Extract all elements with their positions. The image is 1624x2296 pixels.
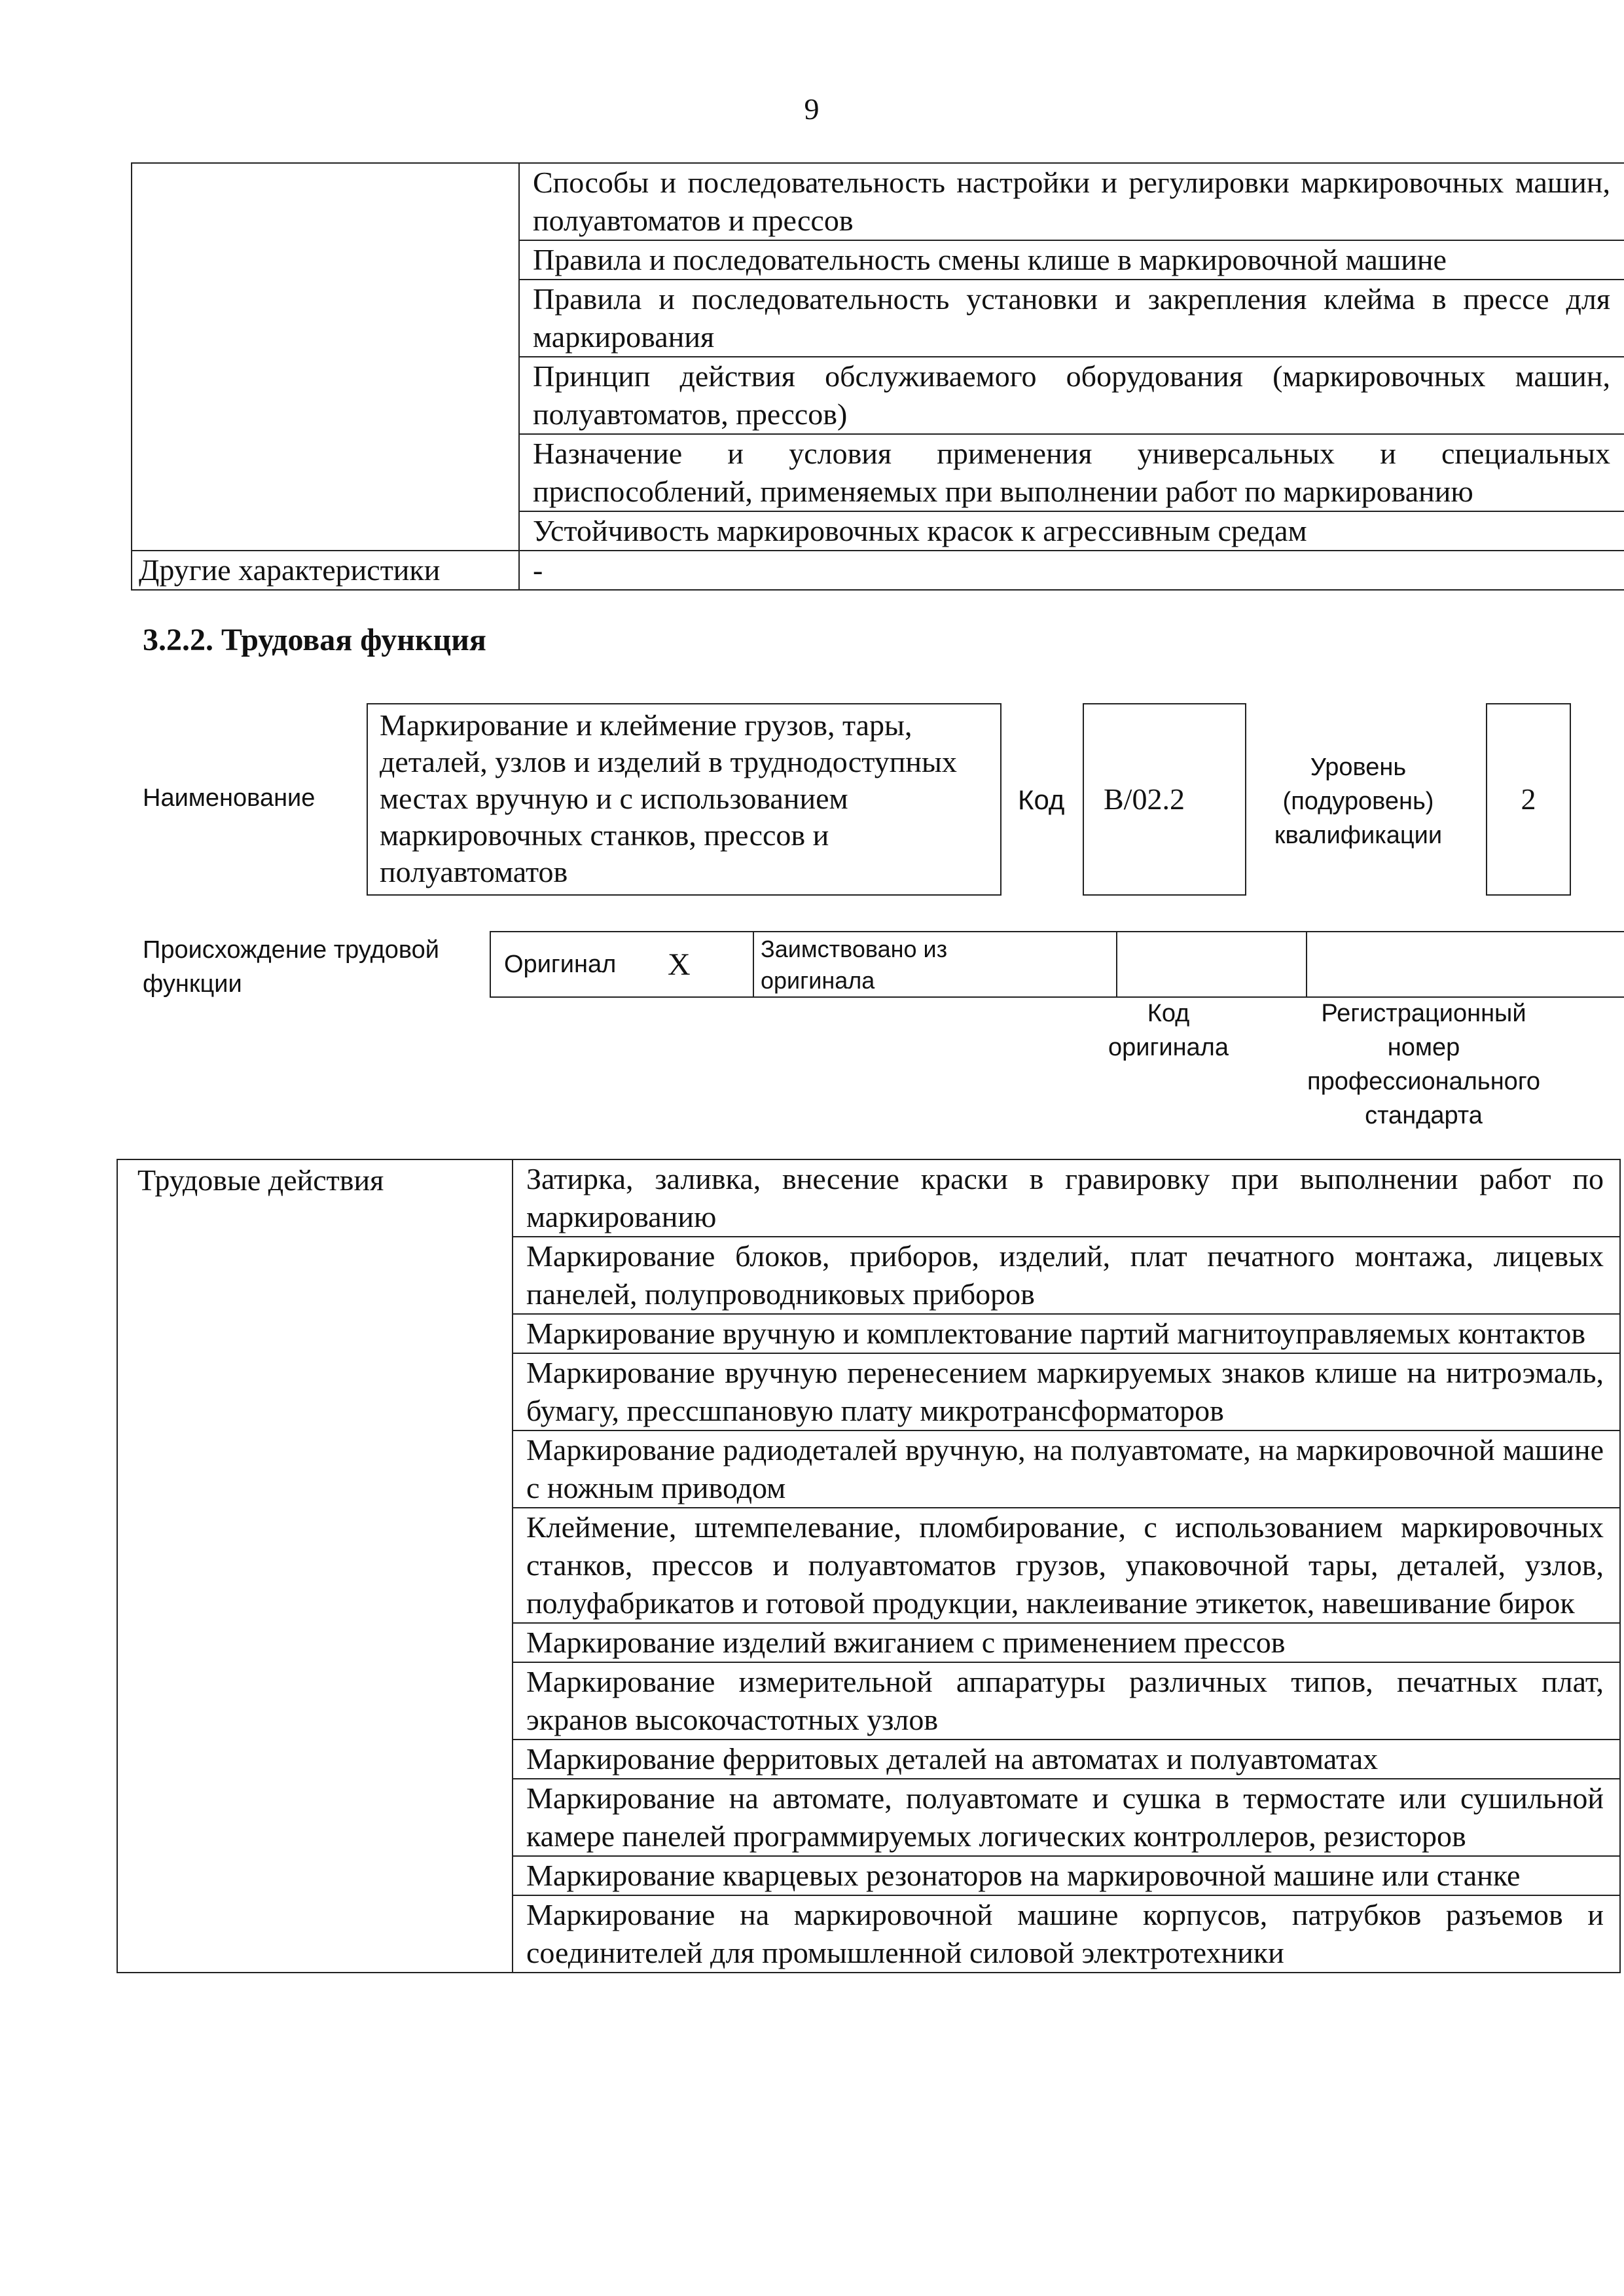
knowledge-row: Правила и последовательность смены клише в маркировочной машине <box>519 240 1624 280</box>
function-name-box <box>367 703 1001 896</box>
original-mark: X <box>661 932 753 997</box>
origin-table <box>490 931 1624 998</box>
borrowed-cell <box>753 932 1117 997</box>
labor-action-row: Маркирование блоков, приборов, изделий, плат печатного монтажа, лицевых панелей, полупроводниковых приборов <box>513 1237 1620 1314</box>
labor-action-row: Маркирование ферритовых деталей на автоматах и полуавтоматах <box>513 1740 1620 1779</box>
level-label-line: Уровень <box>1310 754 1407 781</box>
original-cell: Оригинал <box>490 932 661 997</box>
registration-number-cell <box>1307 932 1624 997</box>
original-code-cell <box>1117 932 1307 997</box>
labor-action-row: Клеймение, штемпелевание, пломбирование, с использованием маркировочных станков, прессов и полуавтоматов грузов, упаковочной тары, деталей, узлов, полуфабрикатов и готовой продукции, наклеивание этикеток, навешивание бирок <box>513 1508 1620 1623</box>
labor-action-row: Маркирование радиодеталей вручную, на полуавтомате, на маркировочной машине с ножным приводом <box>513 1430 1620 1508</box>
labor-action-row: Затирка, заливка, внесение краски в гравировку при выполнении работ по маркированию <box>513 1159 1620 1237</box>
caption-line: оригинала <box>1108 1034 1229 1061</box>
labor-action-row: Маркирование кварцевых резонаторов на маркировочной машине или станке <box>513 1856 1620 1895</box>
knowledge-empty-cell <box>132 163 519 551</box>
labor-actions-table <box>117 1159 1621 1973</box>
borrowed-line: оригинала <box>761 967 875 994</box>
origin-label-line: функции <box>143 970 242 998</box>
caption-line: стандарта <box>1365 1102 1483 1129</box>
code-value: B/02.2 <box>1104 782 1185 816</box>
knowledge-row: Назначение и условия применения универсальных и специальных приспособлений, применяемых при выполнении работ по маркированию <box>519 434 1624 511</box>
knowledge-row: Принцип действия обслуживаемого оборудования (маркировочных машин, полуавтоматов, прессов) <box>519 357 1624 434</box>
page-number: 9 <box>804 92 820 126</box>
knowledge-row: Способы и последовательность настройки и регулировки маркировочных машин, полуавтоматов и прессов <box>519 163 1624 240</box>
section-heading: 3.2.2. Трудовая функция <box>143 623 486 657</box>
level-label-line: квалификации <box>1274 822 1443 849</box>
knowledge-row: Правила и последовательность установки и закрепления клейма в прессе для маркирования <box>519 280 1624 357</box>
caption-line: профессионального <box>1307 1068 1540 1095</box>
original-code-caption <box>1077 996 1260 1065</box>
name-label: Наименование <box>143 784 316 812</box>
code-label: Код <box>1018 784 1065 815</box>
function-name-text: Маркирование и клеймение грузов, тары, деталей, узлов и изделий в труднодоступных местах вручную и с использованием маркировочных станков, прессов и полуавтоматов <box>380 708 957 888</box>
other-characteristics-value: - <box>519 551 1624 590</box>
labor-action-row: Маркирование на маркировочной машине корпусов, патрубков разъемов и соединителей для промышленной силовой электротехники <box>513 1895 1620 1973</box>
labor-actions-label: Трудовые действия <box>117 1159 513 1973</box>
labor-action-row: Маркирование вручную перенесением маркируемых знаков клише на нитроэмаль, бумагу, прессшпановую плату микротрансформаторов <box>513 1353 1620 1430</box>
caption-line: номер <box>1387 1034 1460 1061</box>
knowledge-table <box>131 162 1624 591</box>
borrowed-line: Заимствовано из <box>761 936 948 962</box>
qualification-level-label <box>1263 750 1453 852</box>
labor-action-row: Маркирование вручную и комплектование партий магнитоуправляемых контактов <box>513 1314 1620 1353</box>
level-label-line: (подуровень) <box>1282 788 1434 815</box>
registration-number-caption <box>1273 996 1574 1133</box>
level-box <box>1486 703 1571 896</box>
knowledge-row: Устойчивость маркировочных красок к агрессивным средам <box>519 511 1624 551</box>
caption-line: Регистрационный <box>1321 1000 1526 1027</box>
code-box <box>1083 703 1246 896</box>
origin-label-line: Происхождение трудовой <box>143 936 439 964</box>
other-characteristics-label: Другие характеристики <box>132 551 519 590</box>
origin-label <box>143 933 439 1001</box>
labor-action-row: Маркирование измерительной аппаратуры различных типов, печатных плат, экранов высокочастотных узлов <box>513 1662 1620 1740</box>
level-value: 2 <box>1521 782 1536 816</box>
labor-action-row: Маркирование на автомате, полуавтомате и сушка в термостате или сушильной камере панелей программируемых логических контроллеров, резисторов <box>513 1779 1620 1856</box>
labor-action-row: Маркирование изделий вжиганием с применением прессов <box>513 1623 1620 1662</box>
caption-line: Код <box>1147 1000 1190 1027</box>
